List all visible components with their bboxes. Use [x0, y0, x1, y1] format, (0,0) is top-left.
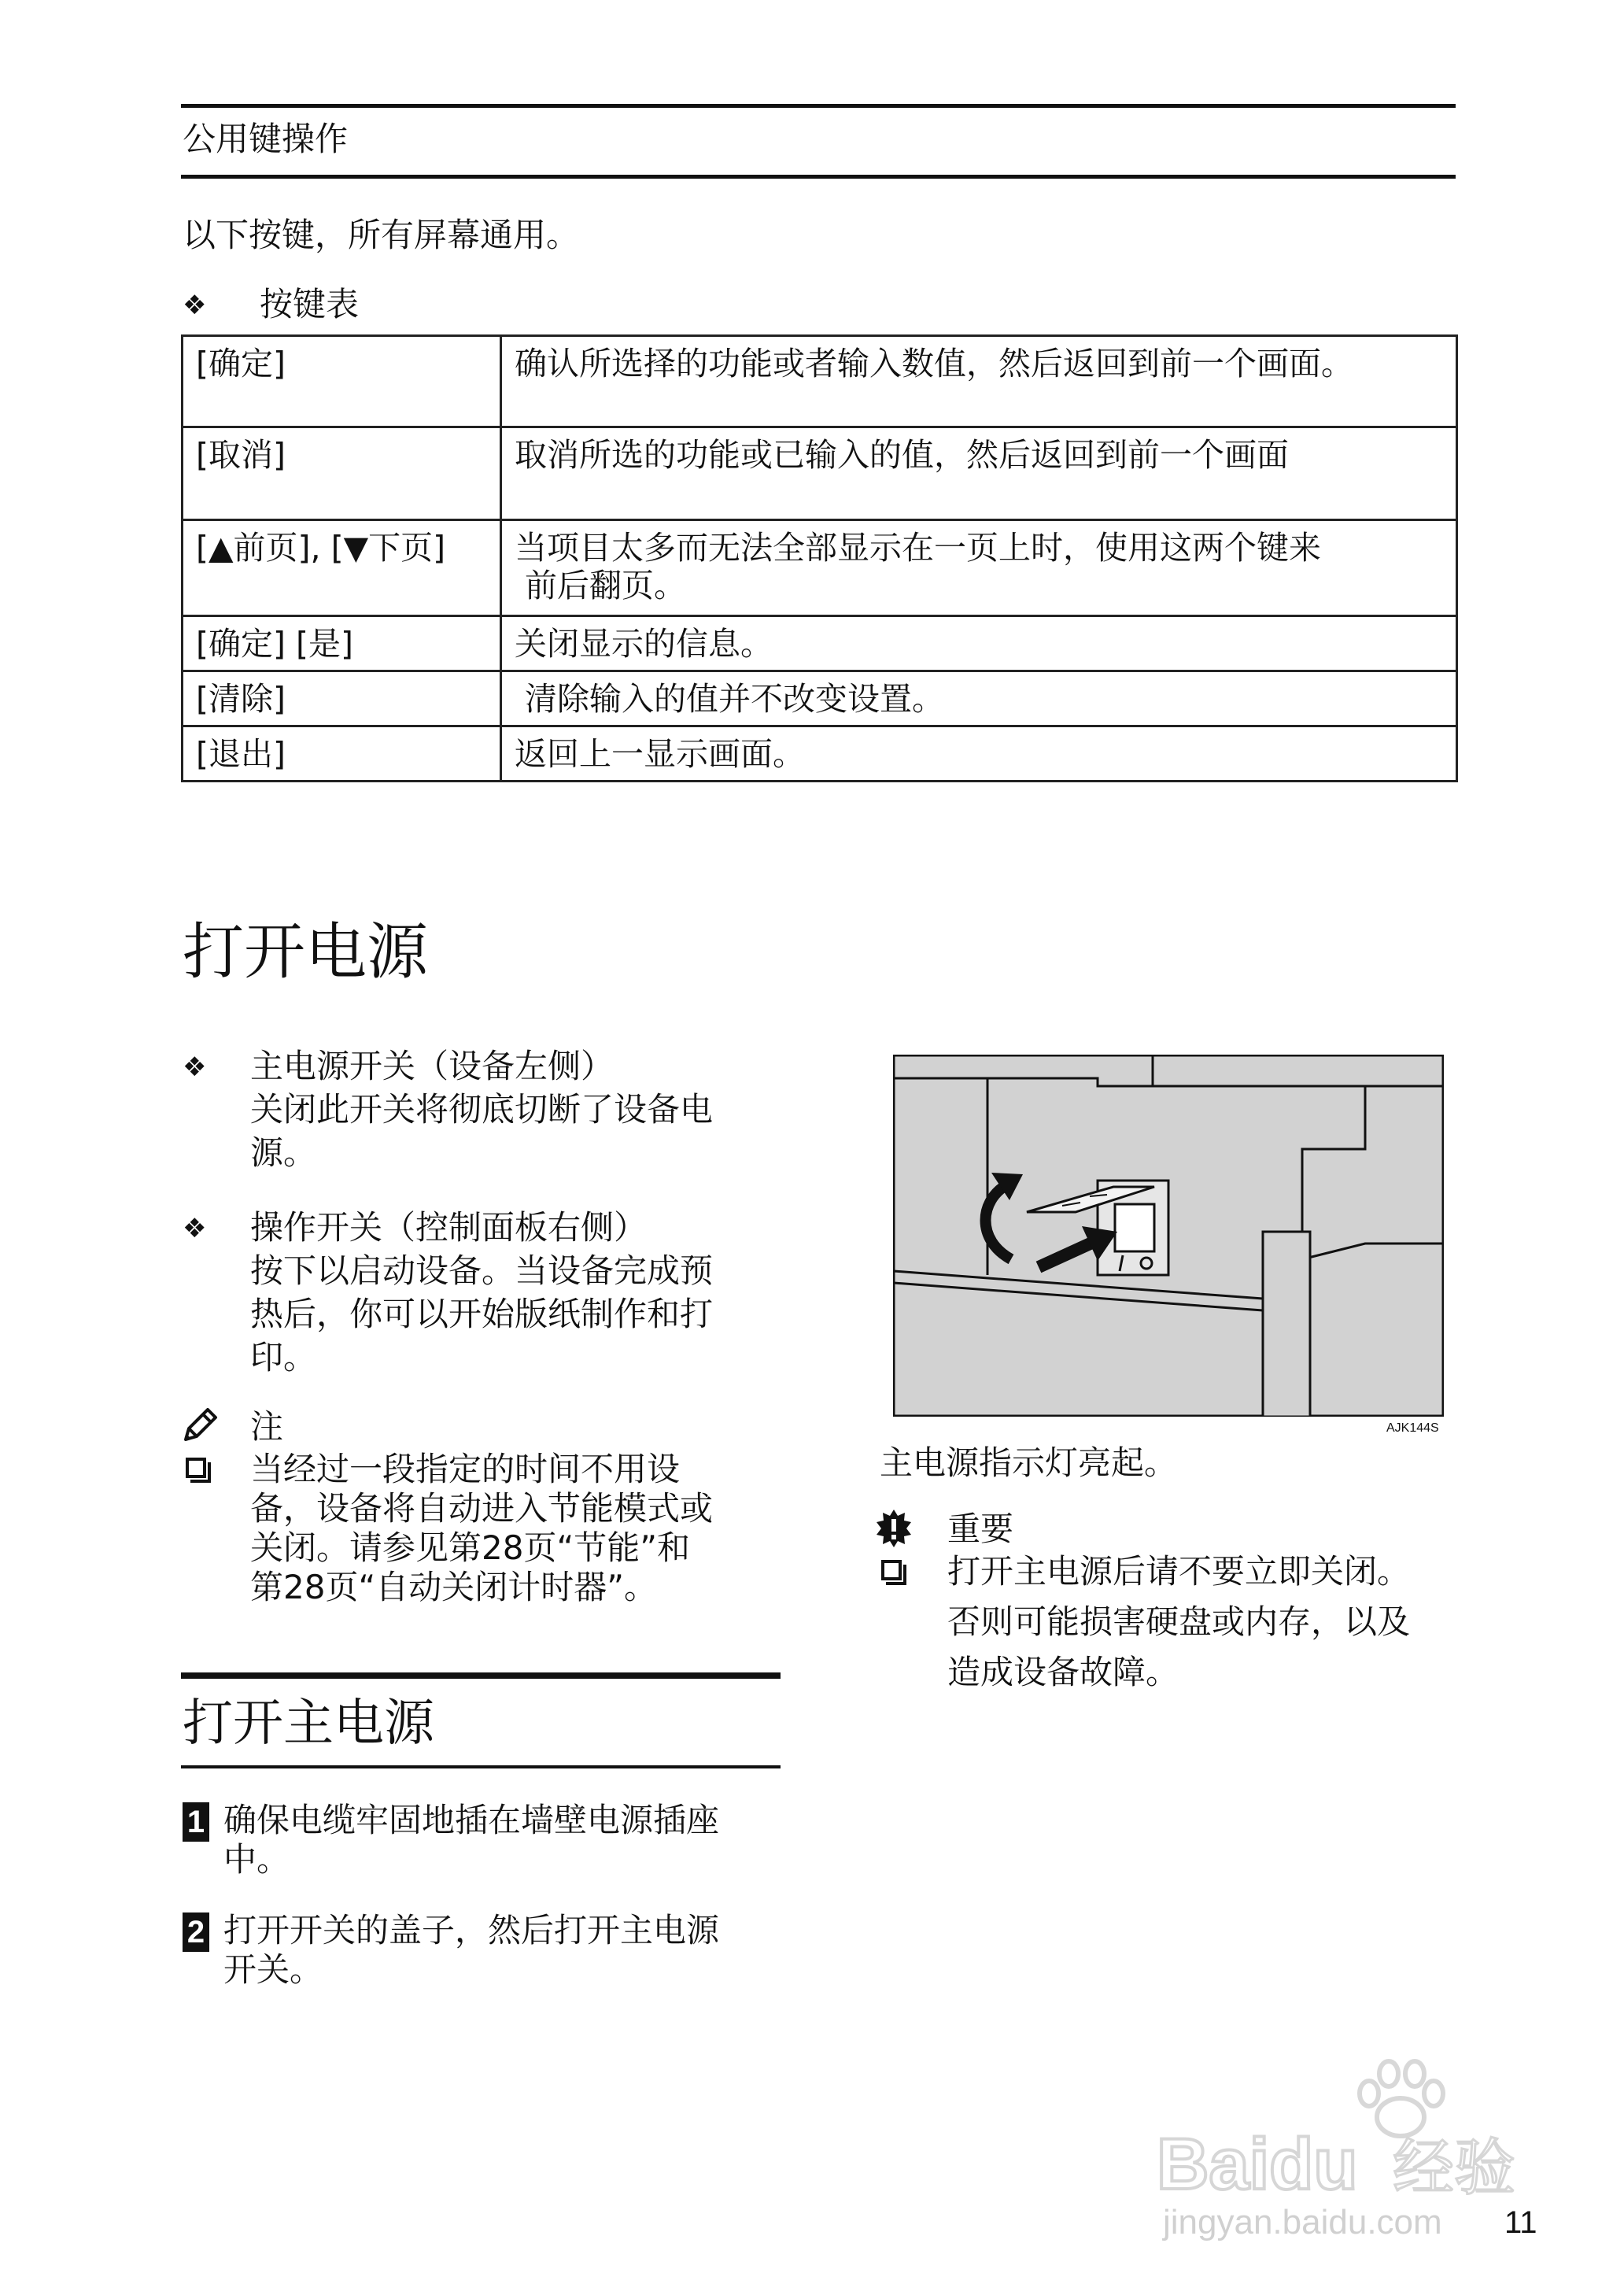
watermark-url: jingyan.baidu.com [1163, 2203, 1442, 2241]
step-line: 开关。 [223, 1950, 323, 1989]
note-line: 关闭。请参见第28页“节能”和 [250, 1528, 690, 1567]
note-line: 当经过一段指定的时间不用设 [250, 1450, 681, 1488]
key-table-desc-line: 返回上一显示画面。 [515, 735, 805, 773]
switch-desc-line: 印。 [250, 1338, 317, 1377]
important-line: 打开主电源后请不要立即关闭。 [947, 1552, 1411, 1591]
subsection-bottom-rule [181, 1765, 781, 1768]
figure-code: AJK144S [1386, 1421, 1439, 1435]
key-table-key-cell: [取消] [183, 427, 501, 520]
checkbox-bullet-icon [186, 1458, 206, 1478]
key-table-row [183, 671, 1457, 726]
key-table-desc-line: 取消所选的功能或已输入的值，然后返回到前一个画面 [515, 436, 1289, 474]
subsection-title: 打开主电源 [183, 1694, 434, 1753]
key-table-row [183, 336, 1457, 427]
key-table-desc-cell [501, 520, 1457, 616]
switch-title: 操作开关（控制面板右侧） [250, 1208, 648, 1247]
step-line: 确保电缆牢固地插在墙壁电源插座 [223, 1801, 720, 1839]
step-number: 1 [183, 1802, 209, 1842]
checkbox-bullet-icon [881, 1560, 902, 1580]
note-line: 备，设备将自动进入节能模式或 [250, 1489, 714, 1528]
page-number: 11 [1504, 2205, 1537, 2240]
key-table-desc-line: 当项目太多而无法全部显示在一页上时，使用这两个键来 [515, 529, 1321, 567]
key-table-desc-cell [501, 616, 1457, 671]
watermark-brand-cn: 经验 [1393, 2133, 1516, 2204]
key-table-row [183, 520, 1457, 616]
note-label: 注 [250, 1407, 284, 1446]
step-number: 2 [183, 1913, 209, 1952]
key-table-desc-line: 关闭显示的信息。 [515, 625, 773, 663]
watermark-brand: Bai [1157, 2124, 1270, 2204]
key-table-desc-cell [501, 427, 1457, 520]
key-table-row [183, 726, 1457, 782]
key-table-desc-line: 确认所选择的功能或者输入数值，然后返回到前一个画面。 [515, 345, 1353, 382]
key-table-heading: 按键表 [260, 285, 360, 323]
important-line: 造成设备故障。 [947, 1653, 1179, 1691]
key-table-key-cell: [确定] [183, 336, 501, 427]
key-table-desc-line: 清除输入的值并不改变设置。 [515, 680, 945, 718]
key-table-key-cell: [清除] [183, 671, 501, 726]
important-burst-icon [875, 1510, 913, 1547]
intro-text: 以下按键，所有屏幕通用。 [183, 216, 580, 254]
step-line: 中。 [223, 1840, 290, 1879]
important-line: 否则可能损害硬盘或内存，以及 [947, 1602, 1411, 1641]
key-table-desc-cell [501, 671, 1457, 726]
header-bottom-rule [181, 175, 1456, 179]
important-label: 重要 [947, 1510, 1014, 1548]
diamond-bullet-icon: ❖ [183, 1213, 207, 1244]
step-line: 打开开关的盖子，然后打开主电源 [223, 1911, 720, 1949]
switch-desc-line: 热后，你可以开始版纸制作和打 [250, 1295, 714, 1333]
key-table-desc-cell [501, 726, 1457, 782]
subsection-top-rule [181, 1672, 781, 1679]
key-table-key-cell: [确定] [是] [183, 616, 501, 671]
diamond-bullet-icon: ❖ [183, 1051, 207, 1083]
key-table-desc-cell [501, 336, 1457, 427]
section-title: 打开电源 [183, 917, 429, 988]
key-table-row [183, 427, 1457, 520]
header-title: 公用键操作 [183, 120, 349, 158]
diamond-bullet-icon: ❖ [183, 290, 207, 321]
header-top-rule [181, 104, 1456, 108]
key-table-key-cell: [退出] [183, 726, 501, 782]
figure-caption: 主电源指示灯亮起。 [880, 1443, 1178, 1482]
main-power-switch-illustration [893, 1055, 1444, 1417]
watermark-brand-2: du [1269, 2124, 1358, 2204]
switch-title: 主电源开关（设备左侧） [250, 1047, 615, 1085]
key-table [181, 334, 1458, 782]
switch-desc-line: 按下以启动设备。当设备完成预 [250, 1251, 714, 1290]
switch-desc-line: 源。 [250, 1133, 317, 1172]
note-line: 第28页“自动关闭计时器”。 [250, 1568, 657, 1606]
pencil-note-icon [179, 1405, 220, 1446]
switch-desc-line: 关闭此开关将彻底切断了设备电 [250, 1090, 714, 1129]
key-table-row [183, 616, 1457, 671]
key-table-key-cell: [▲前页], [▼下页] [183, 520, 501, 616]
key-table-desc-line: 前后翻页。 [515, 567, 687, 604]
